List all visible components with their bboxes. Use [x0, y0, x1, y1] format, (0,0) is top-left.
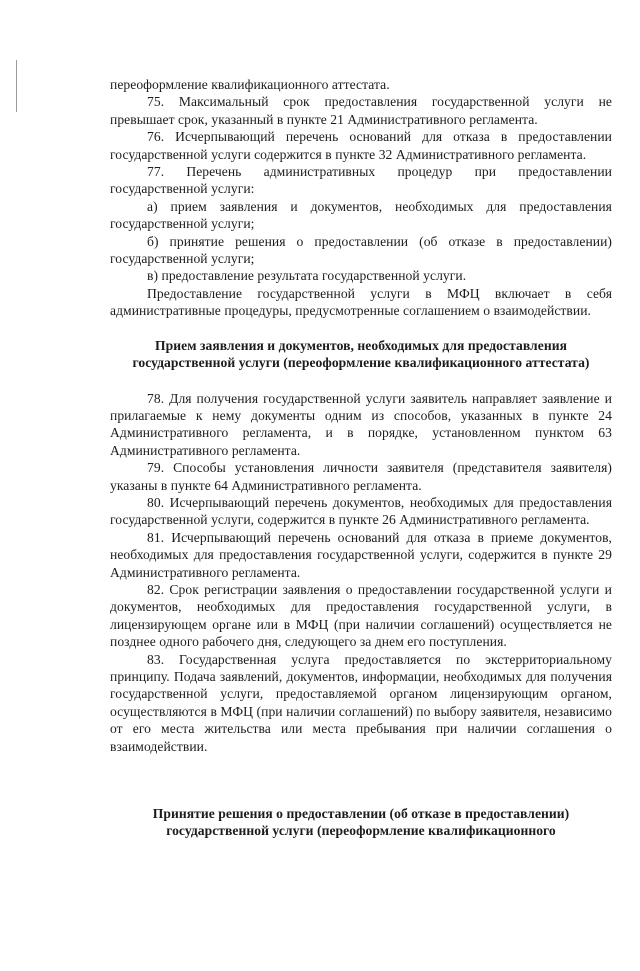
list-item-a: а) прием заявления и документов, необходимых для предоставления государственной услуги;	[110, 198, 612, 232]
section-heading-1-line-1: Прием заявления и документов, необходимых для предоставления	[155, 337, 567, 353]
section-heading-1-line-2: государственной услуги (переоформление квалификационного аттестата)	[132, 355, 590, 371]
section-heading-2-line-2: государственной услуги (переоформление квалификационного	[166, 823, 556, 839]
paragraph-77: 77. Перечень административных процедур при предоставлении государственной услуги:	[110, 164, 612, 197]
paragraph-76: 76. Исчерпывающий перечень оснований для отказа в предоставлении государственной услуги содержится в пункте 32 Административного регламента.	[110, 129, 612, 162]
paragraph-79: 79. Способы установления личности заявителя (представителя заявителя) указаны в пункте 64 Административного регламента.	[110, 460, 612, 493]
list-item-b: б) принятие решения о предоставлении (об отказе в предоставлении) государственной услуги;	[110, 233, 612, 267]
paragraph-continuation: переоформление квалификационного аттестата.	[110, 77, 390, 92]
paragraph-80: 80. Исчерпывающий перечень документов, необходимых для предоставления государственной услуги, содержится в пункте 26 Административного регламента.	[110, 494, 612, 528]
section-heading-2	[110, 805, 612, 840]
paragraph-mfc: Предоставление государственной услуги в МФЦ включает в себя административные процедуры, предусмотренные соглашением о взаимодействии.	[110, 285, 612, 319]
list-item-c: в) предоставление результата государственной услуги.	[147, 268, 467, 284]
paragraph-82: 82. Срок регистрации заявления о предоставлении государственной услуги и документов, необходимых для предоставления государственной услуги, в лицензирующем органе или в МФЦ (при наличии соглашений) осуществляется не позднее одного рабочего дня, следующего за днем его поступления.	[110, 581, 612, 650]
section-heading-1	[110, 337, 612, 372]
paragraph-83: 83. Государственная услуга предоставляется по экстерриториальному принципу. Подача заявлений, документов, информации, необходимых для получения государственной услуги, предоставляемой органом лицензирующим органом, осуществляются в МФЦ (при наличии соглашений) по выбору заявителя, независимо от его места жительства или места пребывания при наличии соглашения о взаимодействии.	[110, 651, 612, 754]
paragraph-78: 78. Для получения государственной услуги заявитель направляет заявление и прилагаемые к нему документы одним из способов, указанных в пункте 24 Административного регламента, и в порядке, установленном пунктом 63 Административного регламента.	[110, 390, 612, 458]
document-page	[110, 76, 612, 840]
paragraph-75: 75. Максимальный срок предоставления государственной услуги не превышает срок, указанный в пункте 21 Административного регламента.	[110, 94, 612, 127]
paragraph-81: 81. Исчерпывающий перечень оснований для отказа в приеме документов, необходимых для предоставления государственной услуги, содержится в пункте 29 Административного регламента.	[110, 529, 612, 580]
binding-margin-line	[16, 60, 17, 112]
section-heading-2-line-1: Принятие решения о предоставлении (об отказе в предоставлении)	[152, 806, 570, 822]
